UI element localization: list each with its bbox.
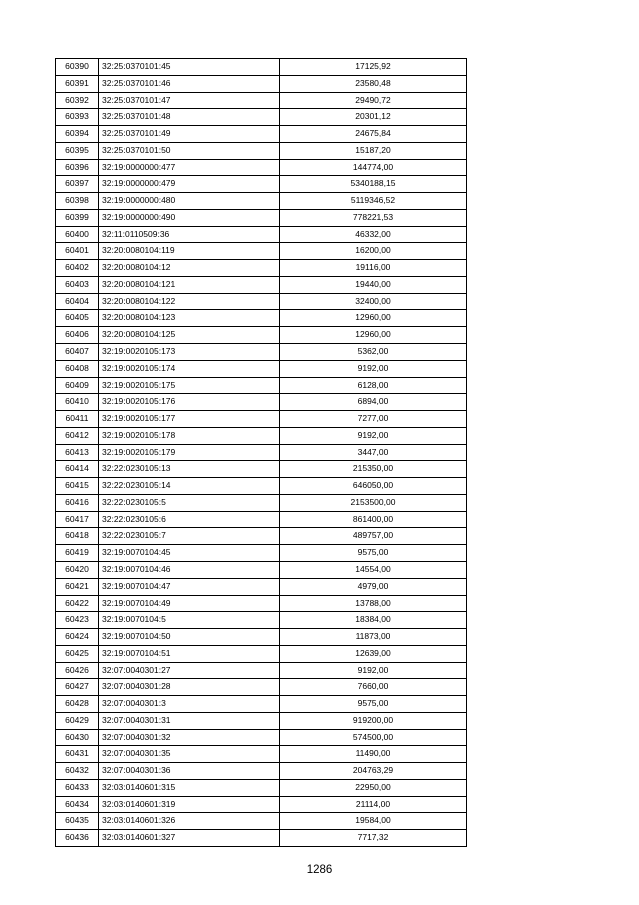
cadastral-number-cell: 32:07:0040301:3 xyxy=(99,696,280,713)
row-number-cell: 60434 xyxy=(56,796,99,813)
value-cell: 23580,48 xyxy=(280,75,467,92)
cadastral-number-cell: 32:19:0020105:176 xyxy=(99,394,280,411)
row-number-cell: 60404 xyxy=(56,293,99,310)
value-cell: 3447,00 xyxy=(280,444,467,461)
value-cell: 20301,12 xyxy=(280,109,467,126)
cadastral-number-cell: 32:19:0070104:45 xyxy=(99,545,280,562)
cadastral-number-cell: 32:07:0040301:35 xyxy=(99,746,280,763)
row-number-cell: 60406 xyxy=(56,327,99,344)
value-cell: 7717,32 xyxy=(280,830,467,847)
table-row xyxy=(56,293,467,310)
table-row xyxy=(56,360,467,377)
value-cell: 5340188,15 xyxy=(280,176,467,193)
value-cell: 489757,00 xyxy=(280,528,467,545)
row-number-cell: 60419 xyxy=(56,545,99,562)
cadastral-number-cell: 32:25:0370101:48 xyxy=(99,109,280,126)
table-row xyxy=(56,310,467,327)
row-number-cell: 60396 xyxy=(56,159,99,176)
cadastral-number-cell: 32:19:0070104:46 xyxy=(99,561,280,578)
cadastral-number-cell: 32:25:0370101:49 xyxy=(99,126,280,143)
table-row xyxy=(56,126,467,143)
table-row xyxy=(56,59,467,76)
value-cell: 12639,00 xyxy=(280,645,467,662)
row-number-cell: 60401 xyxy=(56,243,99,260)
row-number-cell: 60414 xyxy=(56,461,99,478)
table-row xyxy=(56,612,467,629)
table-row xyxy=(56,763,467,780)
cadastral-number-cell: 32:25:0370101:47 xyxy=(99,92,280,109)
table-row xyxy=(56,92,467,109)
value-cell: 9192,00 xyxy=(280,662,467,679)
row-number-cell: 60398 xyxy=(56,193,99,210)
table-row xyxy=(56,679,467,696)
page-number: 1286 xyxy=(306,864,333,876)
value-cell: 204763,29 xyxy=(280,763,467,780)
value-cell: 17125,92 xyxy=(280,59,467,76)
value-cell: 215350,00 xyxy=(280,461,467,478)
table-row xyxy=(56,394,467,411)
cadastral-number-cell: 32:07:0040301:32 xyxy=(99,729,280,746)
table-row xyxy=(56,377,467,394)
table-row xyxy=(56,561,467,578)
cadastral-number-cell: 32:19:0020105:177 xyxy=(99,411,280,428)
cadastral-number-cell: 32:25:0370101:45 xyxy=(99,59,280,76)
value-cell: 144774,00 xyxy=(280,159,467,176)
table-row xyxy=(56,226,467,243)
value-cell: 22950,00 xyxy=(280,779,467,796)
row-number-cell: 60418 xyxy=(56,528,99,545)
row-number-cell: 60403 xyxy=(56,276,99,293)
table-row xyxy=(56,528,467,545)
value-cell: 11873,00 xyxy=(280,629,467,646)
table-row xyxy=(56,545,467,562)
value-cell: 29490,72 xyxy=(280,92,467,109)
table-row xyxy=(56,729,467,746)
row-number-cell: 60413 xyxy=(56,444,99,461)
table-row xyxy=(56,109,467,126)
row-number-cell: 60410 xyxy=(56,394,99,411)
row-number-cell: 60433 xyxy=(56,779,99,796)
row-number-cell: 60392 xyxy=(56,92,99,109)
value-cell: 778221,53 xyxy=(280,209,467,226)
cadastral-number-cell: 32:22:0230105:14 xyxy=(99,478,280,495)
cadastral-number-cell: 32:25:0370101:50 xyxy=(99,142,280,159)
table-row xyxy=(56,779,467,796)
cadastral-number-cell: 32:19:0000000:480 xyxy=(99,193,280,210)
value-cell: 13788,00 xyxy=(280,595,467,612)
table-row xyxy=(56,276,467,293)
cadastral-number-cell: 32:19:0070104:5 xyxy=(99,612,280,629)
row-number-cell: 60422 xyxy=(56,595,99,612)
value-cell: 9575,00 xyxy=(280,696,467,713)
row-number-cell: 60420 xyxy=(56,561,99,578)
cadastral-number-cell: 32:19:0070104:50 xyxy=(99,629,280,646)
table-row xyxy=(56,444,467,461)
value-cell: 6128,00 xyxy=(280,377,467,394)
value-cell: 4979,00 xyxy=(280,578,467,595)
data-table xyxy=(55,58,467,847)
table-row xyxy=(56,645,467,662)
cadastral-number-cell: 32:19:0020105:179 xyxy=(99,444,280,461)
value-cell: 24675,84 xyxy=(280,126,467,143)
cadastral-number-cell: 32:03:0140601:326 xyxy=(99,813,280,830)
table-row xyxy=(56,629,467,646)
table-row xyxy=(56,746,467,763)
cadastral-number-cell: 32:19:0000000:477 xyxy=(99,159,280,176)
value-cell: 21114,00 xyxy=(280,796,467,813)
row-number-cell: 60417 xyxy=(56,511,99,528)
row-number-cell: 60435 xyxy=(56,813,99,830)
table-row xyxy=(56,662,467,679)
row-number-cell: 60432 xyxy=(56,763,99,780)
table-row xyxy=(56,511,467,528)
row-number-cell: 60395 xyxy=(56,142,99,159)
row-number-cell: 60427 xyxy=(56,679,99,696)
cadastral-number-cell: 32:11:0110509:36 xyxy=(99,226,280,243)
cadastral-number-cell: 32:07:0040301:31 xyxy=(99,712,280,729)
cadastral-number-cell: 32:19:0070104:47 xyxy=(99,578,280,595)
value-cell: 6894,00 xyxy=(280,394,467,411)
value-cell: 18384,00 xyxy=(280,612,467,629)
row-number-cell: 60405 xyxy=(56,310,99,327)
table-body xyxy=(56,59,467,847)
cadastral-number-cell: 32:19:0020105:174 xyxy=(99,360,280,377)
table-row xyxy=(56,159,467,176)
table-row xyxy=(56,411,467,428)
cadastral-number-cell: 32:07:0040301:36 xyxy=(99,763,280,780)
cadastral-number-cell: 32:03:0140601:315 xyxy=(99,779,280,796)
table-row xyxy=(56,478,467,495)
row-number-cell: 60430 xyxy=(56,729,99,746)
cadastral-number-cell: 32:20:0080104:122 xyxy=(99,293,280,310)
row-number-cell: 60411 xyxy=(56,411,99,428)
value-cell: 5119346,52 xyxy=(280,193,467,210)
cadastral-number-cell: 32:19:0000000:490 xyxy=(99,209,280,226)
value-cell: 574500,00 xyxy=(280,729,467,746)
row-number-cell: 60428 xyxy=(56,696,99,713)
table-row xyxy=(56,712,467,729)
cadastral-number-cell: 32:07:0040301:27 xyxy=(99,662,280,679)
value-cell: 46332,00 xyxy=(280,226,467,243)
row-number-cell: 60412 xyxy=(56,427,99,444)
row-number-cell: 60409 xyxy=(56,377,99,394)
table-row xyxy=(56,344,467,361)
cadastral-number-cell: 32:20:0080104:119 xyxy=(99,243,280,260)
cadastral-number-cell: 32:19:0020105:178 xyxy=(99,427,280,444)
cadastral-number-cell: 32:25:0370101:46 xyxy=(99,75,280,92)
value-cell: 19440,00 xyxy=(280,276,467,293)
table-row xyxy=(56,75,467,92)
cadastral-number-cell: 32:19:0070104:49 xyxy=(99,595,280,612)
cadastral-number-cell: 32:20:0080104:121 xyxy=(99,276,280,293)
table-row xyxy=(56,796,467,813)
value-cell: 7660,00 xyxy=(280,679,467,696)
cadastral-number-cell: 32:19:0000000:479 xyxy=(99,176,280,193)
table-row xyxy=(56,578,467,595)
cadastral-number-cell: 32:22:0230105:13 xyxy=(99,461,280,478)
row-number-cell: 60402 xyxy=(56,260,99,277)
value-cell: 646050,00 xyxy=(280,478,467,495)
row-number-cell: 60421 xyxy=(56,578,99,595)
table-row xyxy=(56,260,467,277)
table-row xyxy=(56,193,467,210)
table-row xyxy=(56,461,467,478)
cadastral-number-cell: 32:20:0080104:12 xyxy=(99,260,280,277)
row-number-cell: 60429 xyxy=(56,712,99,729)
table-row xyxy=(56,595,467,612)
cadastral-number-cell: 32:20:0080104:125 xyxy=(99,327,280,344)
row-number-cell: 60415 xyxy=(56,478,99,495)
cadastral-number-cell: 32:03:0140601:327 xyxy=(99,830,280,847)
table-row xyxy=(56,696,467,713)
value-cell: 2153500,00 xyxy=(280,494,467,511)
value-cell: 9192,00 xyxy=(280,360,467,377)
cadastral-number-cell: 32:19:0020105:173 xyxy=(99,344,280,361)
value-cell: 12960,00 xyxy=(280,310,467,327)
row-number-cell: 60393 xyxy=(56,109,99,126)
row-number-cell: 60426 xyxy=(56,662,99,679)
value-cell: 19584,00 xyxy=(280,813,467,830)
cadastral-number-cell: 32:20:0080104:123 xyxy=(99,310,280,327)
cadastral-number-cell: 32:03:0140601:319 xyxy=(99,796,280,813)
cadastral-number-cell: 32:22:0230105:6 xyxy=(99,511,280,528)
row-number-cell: 60425 xyxy=(56,645,99,662)
table-row xyxy=(56,494,467,511)
value-cell: 14554,00 xyxy=(280,561,467,578)
cadastral-number-cell: 32:22:0230105:7 xyxy=(99,528,280,545)
value-cell: 919200,00 xyxy=(280,712,467,729)
value-cell: 7277,00 xyxy=(280,411,467,428)
row-number-cell: 60407 xyxy=(56,344,99,361)
table-row xyxy=(56,327,467,344)
row-number-cell: 60423 xyxy=(56,612,99,629)
row-number-cell: 60436 xyxy=(56,830,99,847)
value-cell: 861400,00 xyxy=(280,511,467,528)
table-row xyxy=(56,209,467,226)
row-number-cell: 60408 xyxy=(56,360,99,377)
row-number-cell: 60431 xyxy=(56,746,99,763)
row-number-cell: 60391 xyxy=(56,75,99,92)
value-cell: 9575,00 xyxy=(280,545,467,562)
value-cell: 19116,00 xyxy=(280,260,467,277)
value-cell: 9192,00 xyxy=(280,427,467,444)
value-cell: 15187,20 xyxy=(280,142,467,159)
table-row xyxy=(56,830,467,847)
row-number-cell: 60394 xyxy=(56,126,99,143)
value-cell: 32400,00 xyxy=(280,293,467,310)
row-number-cell: 60399 xyxy=(56,209,99,226)
table-row xyxy=(56,427,467,444)
row-number-cell: 60390 xyxy=(56,59,99,76)
row-number-cell: 60424 xyxy=(56,629,99,646)
table-row xyxy=(56,813,467,830)
value-cell: 16200,00 xyxy=(280,243,467,260)
table-row xyxy=(56,176,467,193)
cadastral-number-cell: 32:19:0020105:175 xyxy=(99,377,280,394)
row-number-cell: 60397 xyxy=(56,176,99,193)
table-row xyxy=(56,142,467,159)
value-cell: 5362,00 xyxy=(280,344,467,361)
row-number-cell: 60416 xyxy=(56,494,99,511)
value-cell: 12960,00 xyxy=(280,327,467,344)
cadastral-number-cell: 32:19:0070104:51 xyxy=(99,645,280,662)
cadastral-number-cell: 32:07:0040301:28 xyxy=(99,679,280,696)
row-number-cell: 60400 xyxy=(56,226,99,243)
value-cell: 11490,00 xyxy=(280,746,467,763)
cadastral-number-cell: 32:22:0230105:5 xyxy=(99,494,280,511)
table-row xyxy=(56,243,467,260)
